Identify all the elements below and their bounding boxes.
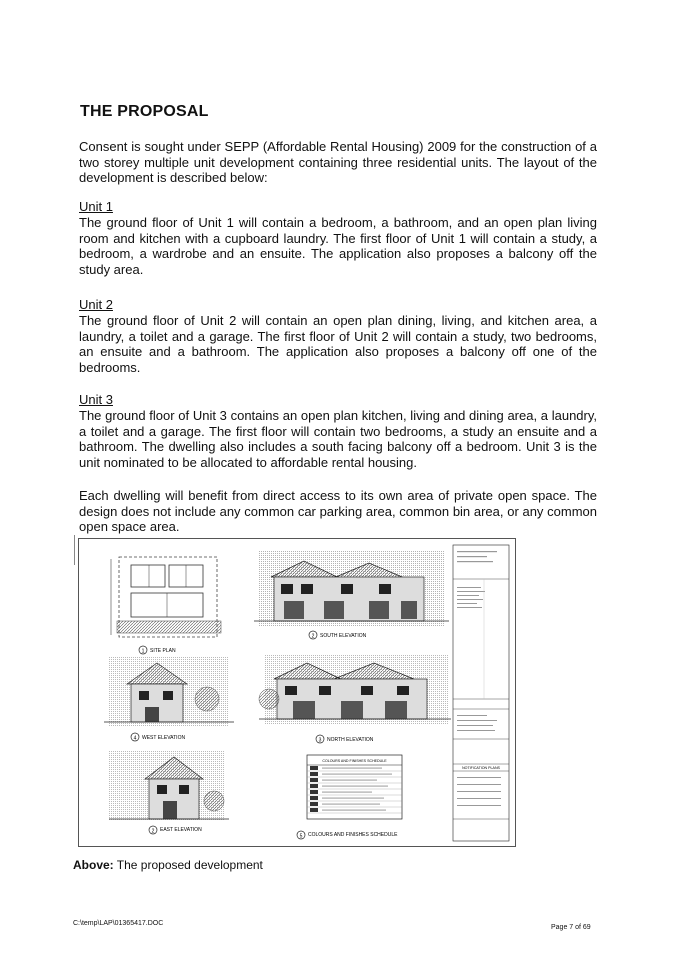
intro-paragraph: Consent is sought under SEPP (Affordable Rental Housing) 2009 for the construction of a two storey multiple unit development containing three residential units. The layout of the development is described below: xyxy=(79,139,597,185)
site-plan-label: SITE PLAN xyxy=(150,648,176,654)
finishes-schedule-table xyxy=(307,755,402,819)
south-elevation-drawing xyxy=(254,551,449,626)
schedule-table-title: COLOURS AND FINISHES SCHEDULE xyxy=(322,759,387,763)
development-drawing xyxy=(78,538,516,847)
west-elevation-drawing xyxy=(104,657,234,727)
schedule-number: 5 xyxy=(299,833,303,840)
west-elevation-number: 4 xyxy=(133,735,137,742)
schedule-label: COLOURS AND FINISHES SCHEDULE xyxy=(308,832,398,838)
caption-label: Above: xyxy=(73,858,114,872)
north-elevation-label: NORTH ELEVATION xyxy=(327,737,374,743)
south-elevation-label: SOUTH ELEVATION xyxy=(320,633,367,639)
caption-text: The proposed development xyxy=(116,858,263,872)
unit-1-heading: Unit 1 xyxy=(79,199,113,214)
north-elevation-number: 3 xyxy=(318,737,322,744)
unit-3-paragraph: The ground floor of Unit 3 contains an open plan kitchen, living and dining area, a laundry, a toilet and a garage. The first floor will contain two bedrooms, a study an ensuite and a bathroom. The dwelling also includes a south facing balcony off a bedroom. Unit 3 is the unit nominated to be allocated to affordable rental housing. xyxy=(79,408,597,470)
section-heading: THE PROPOSAL xyxy=(80,103,209,120)
site-plan-number: 1 xyxy=(141,648,145,655)
margin-mark xyxy=(74,535,75,565)
unit-3-heading: Unit 3 xyxy=(79,392,113,407)
drawing-sheet xyxy=(79,539,515,846)
site-plan-drawing xyxy=(111,557,221,637)
east-elevation-label: EAST ELEVATION xyxy=(160,827,202,833)
east-elevation-drawing xyxy=(109,751,229,821)
unit-2-paragraph: The ground floor of Unit 2 will contain an open plan dining, living, and kitchen area, a laundry, a toilet and a garage. The first floor of Unit 2 will contain a study, two bedrooms, an ensuite and a bathroom. The application also proposes a balcony off one of the bedrooms. xyxy=(79,313,597,375)
unit-1-paragraph: The ground floor of Unit 1 will contain a bedroom, a bathroom, and an open plan living room and kitchen with a cupboard laundry. The first floor of Unit 1 will contain a study, a bedroom, a wardrobe and an ensuite. The application also proposes a balcony off the study area. xyxy=(79,215,597,277)
footer-file-path: C:\temp\LAP\01365417.DOC xyxy=(73,920,164,927)
south-elevation-number: 2 xyxy=(311,633,315,640)
closing-paragraph: Each dwelling will benefit from direct access to its own area of private open space. The design does not include any common car parking area, common bin area, or any common open space area. xyxy=(79,488,597,534)
west-elevation-label: WEST ELEVATION xyxy=(142,735,186,741)
title-block-plan-name: NOTIFICATION PLANS xyxy=(462,766,500,770)
footer-page-number: Page 7 of 69 xyxy=(551,924,591,931)
east-elevation-number: 2 xyxy=(151,828,155,835)
north-elevation-drawing xyxy=(259,654,451,724)
unit-2-heading: Unit 2 xyxy=(79,297,113,312)
figure-caption xyxy=(73,858,263,872)
title-block xyxy=(453,545,509,841)
